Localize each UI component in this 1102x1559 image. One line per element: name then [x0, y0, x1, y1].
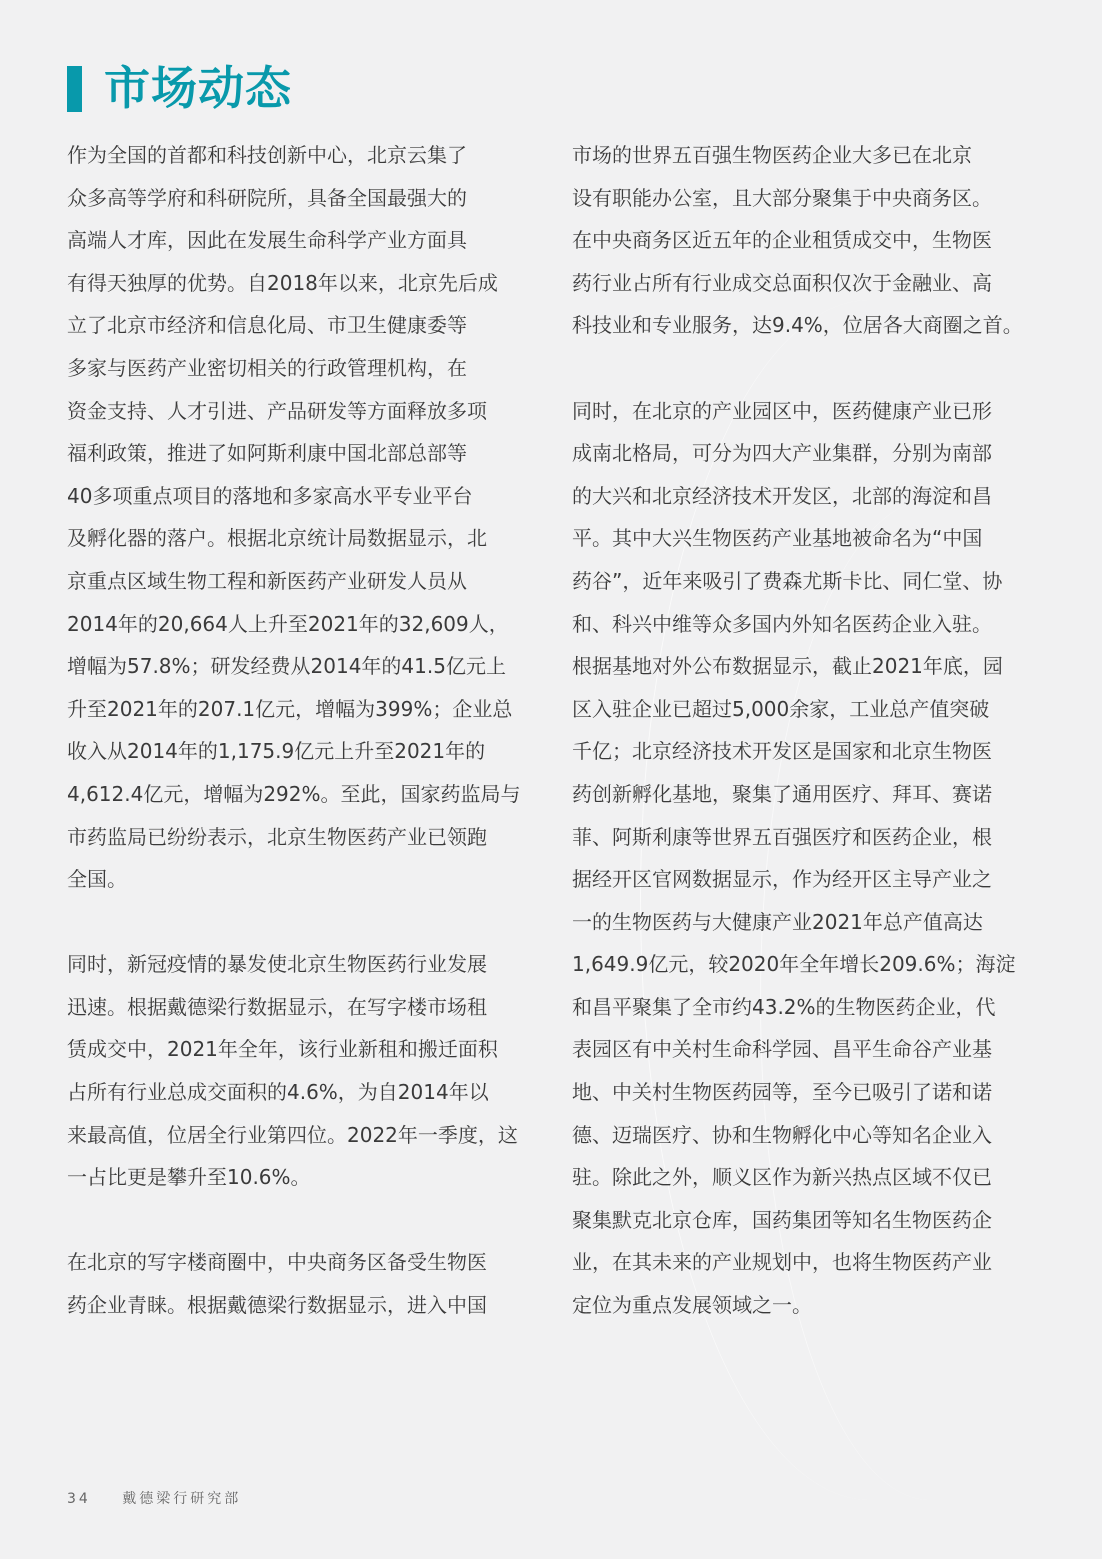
- text-line: 菲、阿斯利康等世界五百强医疗和医药企业，根: [572, 824, 992, 849]
- text-line: 迅速。根据戴德梁行数据显示，在写字楼市场租: [67, 994, 487, 1019]
- text-line: 的大兴和北京经济技术开发区，北部的海淀和昌: [572, 483, 992, 508]
- paragraph: [67, 943, 537, 1199]
- text-line: 多家与医药产业密切相关的行政管理机构，在: [67, 355, 467, 380]
- text-line: 4,612.4亿元，增幅为292%。至此，国家药监局与: [67, 781, 521, 806]
- text-line: 在中央商务区近五年的企业租赁成交中，生物医: [572, 228, 992, 253]
- text-line: 药谷”，近年来吸引了费森尤斯卡比、同仁堂、协: [572, 568, 1003, 593]
- footer: [67, 1488, 265, 1508]
- text-line: 驻。除此之外，顺义区作为新兴热点区域不仅已: [572, 1165, 992, 1190]
- text-line: 一占比更是攀升至10.6%。: [67, 1165, 311, 1190]
- text-line: 和昌平聚集了全市约43.2%的生物医药企业，代: [572, 994, 996, 1019]
- text-line: 德、迈瑞医疗、协和生物孵化中心等知名企业入: [572, 1122, 992, 1147]
- text-line: 占所有行业总成交面积的4.6%，为自2014年以: [67, 1080, 489, 1105]
- text-line: 据经开区官网数据显示，作为经开区主导产业之: [572, 867, 992, 892]
- text-line: 同时，在北京的产业园区中，医药健康产业已形: [572, 398, 992, 423]
- text-line: 40多项重点项目的落地和多家高水平专业平台: [67, 483, 473, 508]
- text-line: 赁成交中，2021年全年，该行业新租和搬迁面积: [67, 1037, 498, 1062]
- text-line: 1,649.9亿元，较2020年全年增长209.6%；海淀: [572, 952, 1016, 977]
- text-line: 千亿；北京经济技术开发区是国家和北京生物医: [572, 739, 992, 764]
- text-line: 业，在其未来的产业规划中，也将生物医药产业: [572, 1250, 992, 1275]
- text-line: 药创新孵化基地，聚集了通用医疗、拜耳、赛诺: [572, 781, 992, 806]
- page-title: 市场动态: [104, 61, 292, 115]
- paragraph: [572, 390, 1042, 1327]
- text-line: 升至2021年的207.1亿元，增幅为399%；企业总: [67, 696, 513, 721]
- text-line: 聚集默克北京仓库，国药集团等知名生物医药企: [572, 1207, 992, 1232]
- text-line: 全国。: [67, 867, 127, 892]
- text-line: 成南北格局，可分为四大产业集群，分别为南部: [572, 441, 992, 466]
- text-line: 来最高值，位居全行业第四位。2022年一季度，这: [67, 1122, 518, 1147]
- text-line: 平。其中大兴生物医药产业基地被命名为“中国: [572, 526, 983, 551]
- paragraph: [67, 134, 537, 901]
- right-column: [572, 134, 1042, 1369]
- text-line: 增幅为57.8%；研发经费从2014年的41.5亿元上: [67, 654, 506, 679]
- text-line: 设有职能办公室，且大部分聚集于中央商务区。: [572, 185, 992, 210]
- text-line: 收入从2014年的1,175.9亿元上升至2021年的: [67, 739, 486, 764]
- text-line: 2014年的20,664人上升至2021年的32,609人，: [67, 611, 509, 636]
- text-line: 众多高等学府和科研院所，具备全国最强大的: [67, 185, 467, 210]
- text-line: 表园区有中关村生命科学园、昌平生命谷产业基: [572, 1037, 992, 1062]
- text-line: 资金支持、人才引进、产品研发等方面释放多项: [67, 398, 487, 423]
- text-line: 定位为重点发展领域之一。: [572, 1293, 812, 1318]
- text-line: 药行业占所有行业成交总面积仅次于金融业、高: [572, 270, 992, 295]
- text-line: 根据基地对外公布数据显示，截止2021年底，园: [572, 654, 1003, 679]
- publisher-name: 戴德梁行研究部: [122, 1491, 242, 1507]
- paragraph: [67, 1241, 537, 1326]
- text-line: 有得天独厚的优势。自2018年以来，北京先后成: [67, 270, 498, 295]
- text-line: 京重点区域生物工程和新医药产业研发人员从: [67, 568, 467, 593]
- text-line: 区入驻企业已超过5,000余家，工业总产值突破: [572, 696, 990, 721]
- text-line: 药企业青睐。根据戴德梁行数据显示，进入中国: [67, 1293, 487, 1318]
- text-line: 同时，新冠疫情的暴发使北京生物医药行业发展: [67, 952, 487, 977]
- text-line: 作为全国的首都和科技创新中心，北京云集了: [67, 143, 467, 167]
- text-line: 市场的世界五百强生物医药企业大多已在北京: [572, 143, 972, 167]
- text-line: 科技业和专业服务，达9.4%，位居各大商圈之首。: [572, 313, 1023, 338]
- text-line: 立了北京市经济和信息化局、市卫生健康委等: [67, 313, 467, 338]
- text-line: 一的生物医药与大健康产业2021年总产值高达: [572, 909, 983, 934]
- left-column: [67, 134, 537, 1369]
- text-line: 市药监局已纷纷表示，北京生物医药产业已领跑: [67, 824, 487, 849]
- text-line: 福利政策，推进了如阿斯利康中国北部总部等: [67, 441, 467, 466]
- title-accent-bar: [67, 66, 82, 112]
- text-line: 及孵化器的落户。根据北京统计局数据显示，北: [67, 526, 487, 551]
- text-line: 高端人才库，因此在发展生命科学产业方面具: [67, 228, 467, 253]
- paragraph: [572, 134, 1042, 347]
- text-line: 在北京的写字楼商圈中，中央商务区备受生物医: [67, 1250, 487, 1275]
- page-number: 34: [67, 1491, 91, 1507]
- text-line: 地、中关村生物医药园等，至今已吸引了诺和诺: [572, 1080, 992, 1105]
- text-line: 和、科兴中维等众多国内外知名医药企业入驻。: [572, 611, 992, 636]
